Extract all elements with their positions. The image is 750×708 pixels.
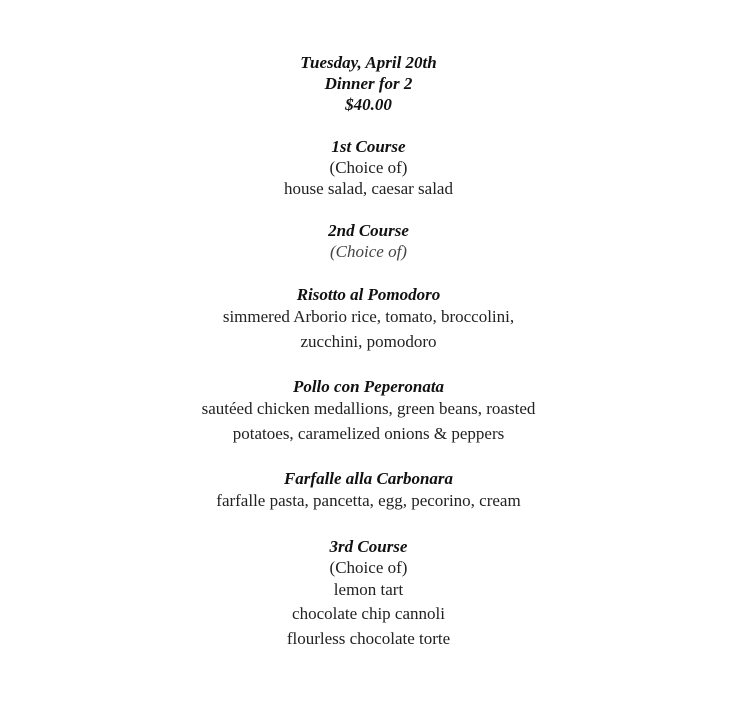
menu-offer: Dinner for 2	[324, 74, 413, 93]
course-1-choice: (Choice of)	[329, 158, 408, 177]
menu-price: $40.00	[345, 95, 392, 114]
dessert-item: flourless chocolate torte	[286, 628, 451, 648]
dish-name: Pollo con Peperonata	[292, 377, 445, 396]
dish-description-line: potatoes, caramelized onions & peppers	[232, 423, 505, 443]
course-1-section	[0, 136, 737, 199]
dish-description-line: simmered Arborio rice, tomato, broccolini,	[222, 307, 515, 326]
dish-description-line: farfalle pasta, pancetta, egg, pecorino, cream	[216, 491, 521, 510]
course-3-choice: (Choice of)	[329, 557, 408, 577]
dessert-item: lemon tart	[333, 579, 404, 599]
dessert-item: chocolate chip cannoli	[292, 604, 445, 623]
dish-description-line: sautéed chicken medallions, green beans, roasted	[201, 399, 536, 418]
dinner-menu	[0, 52, 737, 651]
course-1-items: house salad, caesar salad	[284, 179, 453, 198]
menu-header	[0, 52, 737, 115]
course-2-title: 2nd Course	[328, 221, 409, 240]
course-2-choice: (Choice of)	[330, 242, 407, 261]
menu-date: Tuesday, April 20th	[300, 53, 437, 72]
dish-description-line: zucchini, pomodoro	[300, 331, 437, 351]
course-1-title: 1st Course	[331, 137, 406, 156]
dish-pollo	[0, 376, 737, 446]
dish-farfalle	[0, 468, 737, 514]
course-3-section	[0, 536, 737, 652]
course-3-title: 3rd Course	[329, 536, 408, 556]
dish-risotto	[0, 284, 737, 354]
dish-name: Risotto al Pomodoro	[296, 285, 441, 304]
course-2-section	[0, 220, 737, 514]
dish-name: Farfalle alla Carbonara	[283, 469, 454, 488]
